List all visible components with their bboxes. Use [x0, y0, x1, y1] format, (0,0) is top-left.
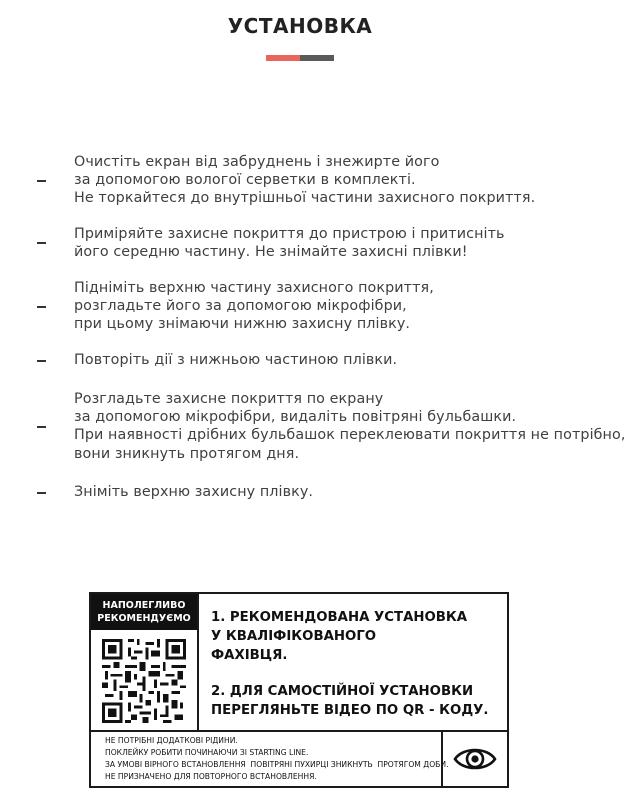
- recommendation-card: [89, 592, 509, 788]
- bullet-dash: [37, 360, 46, 362]
- badge-line-1: НАПОЛЕГЛИВО: [102, 600, 186, 611]
- card-left-column: [91, 594, 199, 730]
- step-text: Очистіть екран від забруднень і знежирте його за допомогою вологої серветки в комплекті. Не торкайтеся до внутрішньої частини захисного покриття.: [74, 154, 536, 207]
- badge-line-2: РЕКОМЕНДУЄМО: [97, 613, 191, 624]
- bullet-dash: [37, 180, 46, 182]
- recommend-badge: [91, 594, 197, 630]
- card-notes: НЕ ПОТРІБНІ ДОДАТКОВІ РІДИНИ. ПОКЛЕЙКУ РОБИТИ ПОЧИНАЮЧИ ЗІ STARTING LINE. ЗА УМОВІ ВІРНОГО ВСТАНОВЛЕННЯ ПОВІТРЯНІ ПУХИРЦІ ЗНИКНУТЬ ПРОТЯГОМ ДОБИ. НЕ ПРИЗНАЧЕНО ДЛЯ ПОВТОРНОГО ВСТАНОВЛЕННЯ.: [105, 736, 449, 781]
- page-title: УСТАНОВКА: [227, 14, 373, 38]
- bullet-dash: [37, 306, 46, 308]
- step-text: Зніміть верхню захисну плівку.: [74, 484, 314, 500]
- recommendation-1: 1. РЕКОМЕНДОВАНА УСТАНОВКА У КВАЛІФІКОВАНОГО ФАХІВЦЯ.: [211, 610, 468, 663]
- recommendation-2: 2. ДЛЯ САМОСТІЙНОЇ УСТАНОВКИ ПЕРЕГЛЯНЬТЕ ВІДЕО ПО QR - КОДУ.: [211, 684, 489, 718]
- step-text: Розгладьте захисне покриття по екрану за допомогою мікрофібри, видаліть повітряні бульбашки. При наявності дрібних бульбашок переклеювати покриття не потрібно, вони зникнуть протягом дня.: [74, 391, 626, 462]
- step-text: Підніміть верхню частину захисного покриття, розгладьте його за допомогою мікрофібри, при цьому знімаючи нижню захисну плівку.: [74, 280, 434, 333]
- title-underline-accent: [266, 55, 300, 61]
- eye-icon: [453, 742, 497, 776]
- qr-code-icon[interactable]: [102, 639, 186, 723]
- bullet-dash: [37, 426, 46, 428]
- bullet-dash: [37, 242, 46, 244]
- step-text: Повторіть дії з нижньою частиною плівки.: [74, 352, 398, 368]
- step-text: Приміряйте захисне покриття до пристрою і притисніть його середню частину. Не знімайте захисні плівки!: [74, 226, 505, 261]
- title-underline-dark: [300, 55, 334, 61]
- title-underline: [266, 55, 334, 61]
- bullet-dash: [37, 492, 46, 494]
- eye-box: [441, 732, 507, 788]
